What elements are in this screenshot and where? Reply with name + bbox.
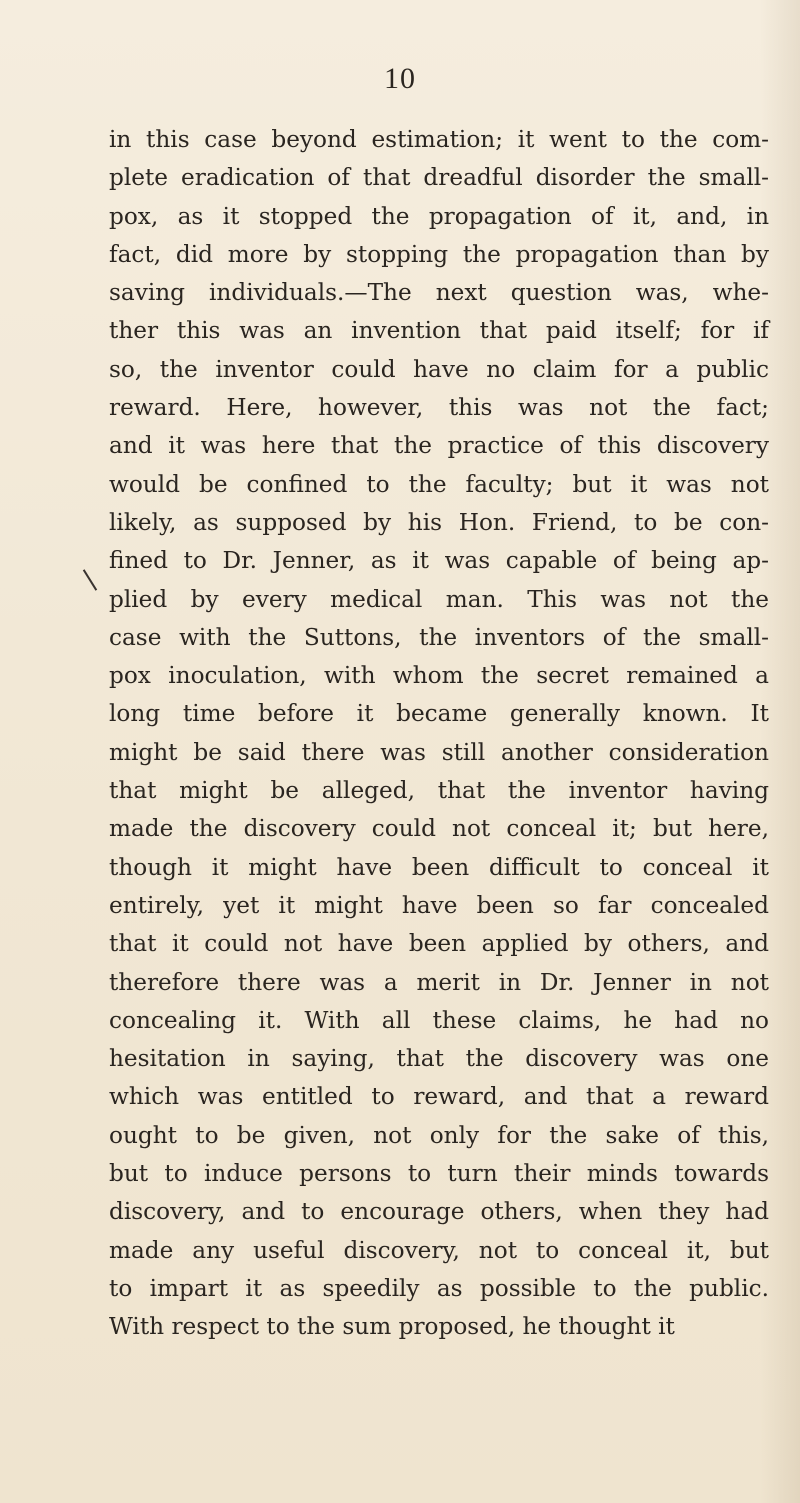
text-line: to impart it as speedily as possible to the public. (109, 1274, 769, 1302)
page-number: 10 (384, 62, 416, 95)
text-line: plete eradication of that dreadful disorder the small- (109, 164, 769, 192)
text-line: that it could not have been applied by others, and (109, 930, 769, 958)
text-line: fined to Dr. Jenner, as it was capable of being ap- (109, 547, 769, 575)
body-text (109, 121, 769, 1347)
text-line: pox, as it stopped the propagation of it, and, in (109, 202, 769, 230)
text-line: which was entitled to reward, and that a reward (109, 1083, 769, 1111)
text-line: concealing it. With all these claims, he had no (109, 1006, 769, 1034)
margin-mark (83, 568, 97, 592)
text-line: ther this was an invention that paid itself; for if (109, 317, 769, 345)
text-line: therefore there was a merit in Dr. Jenner in not (109, 968, 769, 996)
text-line: made the discovery could not conceal it; but here, (109, 815, 769, 843)
text-line: ought to be given, not only for the sake of this, (109, 1121, 769, 1149)
text-line: With respect to the sum proposed, he thought it (109, 1313, 675, 1341)
text-line: reward. Here, however, this was not the fact; (109, 394, 769, 422)
text-line: and it was here that the practice of this discovery (109, 432, 769, 460)
text-line: might be said there was still another consideration (109, 738, 769, 766)
text-line: likely, as supposed by his Hon. Friend, to be con- (109, 508, 769, 536)
text-line: plied by every medical man. This was not the (109, 585, 769, 613)
text-line: fact, did more by stopping the propagation than by (109, 240, 769, 268)
text-line: saving individuals.—The next question was, whe- (109, 279, 769, 307)
text-line: though it might have been difficult to conceal it (109, 853, 769, 881)
text-line: but to induce persons to turn their minds towards (109, 1160, 769, 1188)
text-line: hesitation in saying, that the discovery was one (109, 1045, 769, 1073)
text-line: case with the Suttons, the inventors of the small- (109, 623, 769, 651)
text-line: pox inoculation, with whom the secret remained a (109, 662, 769, 690)
text-line: made any useful discovery, not to conceal it, but (109, 1236, 769, 1264)
text-line: entirely, yet it might have been so far concealed (109, 891, 769, 919)
text-line: so, the inventor could have no claim for a public (109, 355, 769, 383)
text-line: long time before it became generally known. It (109, 700, 769, 728)
text-line: discovery, and to encourage others, when they had (109, 1198, 769, 1226)
text-line: that might be alleged, that the inventor having (109, 777, 769, 805)
text-line: in this case beyond estimation; it went to the com- (109, 126, 769, 153)
text-line: would be confined to the faculty; but it was not (109, 470, 769, 498)
